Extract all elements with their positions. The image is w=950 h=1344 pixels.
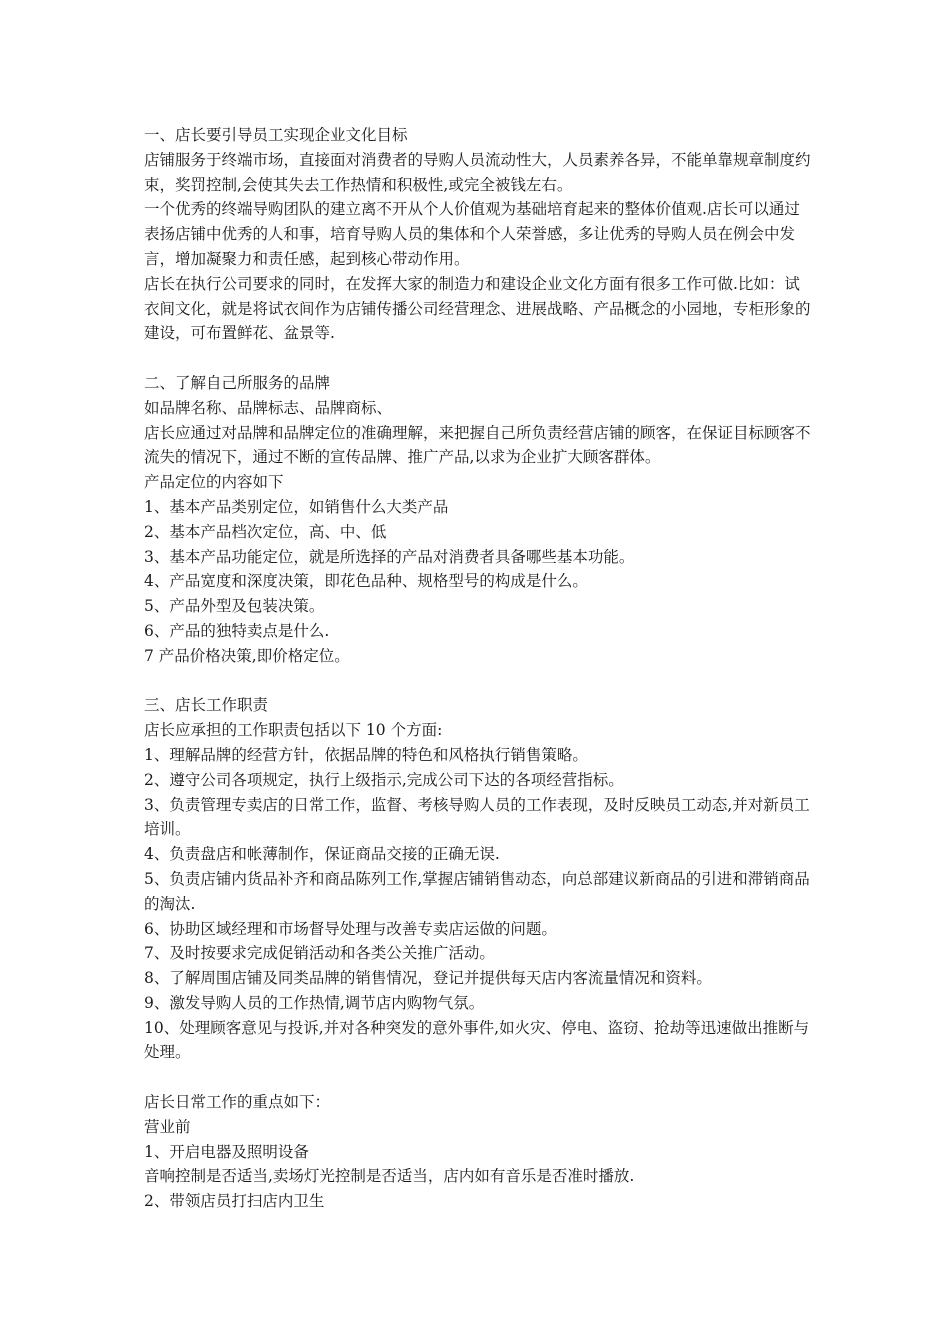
section-1-paragraph: 店铺服务于终端市场，直接面对消费者的导购人员流动性大，人员素养各异，不能单靠规章制度约束，奖罚控制,会使其失去工作热情和积极性,或完全被钱左右。 [144, 150, 811, 194]
section-2-list-item: 2、基本产品档次定位，高、中、低 [144, 522, 387, 541]
section-3-list-item: 5、负责店铺内货品补齐和商品陈列工作,掌握店铺销售动态，向总部建议新商品的引进和滞销商品的淘汰. [144, 869, 810, 913]
section-2-list-item: 1、基本产品类别定位，如销售什么大类产品 [144, 497, 449, 516]
section-2-paragraph: 产品定位的内容如下 [144, 473, 284, 492]
section-3-list-item: 3、负责管理专卖店的日常工作，监督、考核导购人员的工作表现，及时反映员工动态,并对新员工培训。 [144, 795, 810, 839]
section-3-heading: 三、店长工作职责 [144, 696, 269, 715]
section-2-list-item: 7 产品价格决策,即价格定位。 [144, 646, 350, 665]
section-2-heading: 二、了解自己所服务的品牌 [144, 373, 331, 392]
blank-line [144, 1065, 812, 1090]
section-2-list-item: 6、产品的独特卖点是什么. [144, 621, 330, 640]
section-4-line: 音响控制是否适当,卖场灯光控制是否适当，店内如有音乐是否准时播放. [144, 1167, 635, 1186]
section-3-intro: 店长应承担的工作职责包括以下 10 个方面: [144, 721, 443, 740]
section-3-list-item: 8、了解周围店铺及同类品牌的销售情况，登记并提供每天店内客流量情况和资料。 [144, 969, 712, 988]
section-1-heading: 一、店长要引导员工实现企业文化目标 [144, 126, 408, 144]
section-3-list-item: 2、遵守公司各项规定，执行上级指示,完成公司下达的各项经营指标。 [144, 770, 624, 789]
section-3-list-item: 1、理解品牌的经营方针，依据品牌的特色和风格执行销售策略。 [144, 745, 588, 764]
section-3-list-item: 4、负责盘店和帐薄制作，保证商品交接的正确无误. [144, 845, 500, 864]
blank-line [144, 346, 812, 371]
section-4-line: 1、开启电器及照明设备 [144, 1142, 309, 1161]
section-3-list-item: 10、处理顾客意见与投诉,并对各种突发的意外事件,如火灾、停电、盗窃、抢劫等迅速做出推断与处理。 [144, 1018, 810, 1062]
section-2-paragraph: 店长应通过对品牌和品牌定位的准确理解，来把握自己所负责经营店铺的顾客，在保证目标顾客不流失的情况下，通过不断的宣传品牌、推广产品,以求为企业扩大顾客群体。 [144, 423, 811, 467]
document-body [144, 123, 812, 1214]
section-1-paragraph: 店长在执行公司要求的同时，在发挥大家的制造力和建设企业文化方面有很多工作可做.比如：试衣间文化，就是将试衣间作为店铺传播公司经营理念、进展战略、产品概念的小园地，专柜形象的建设，可布置鲜花、盆景等. [144, 274, 811, 343]
section-3-list-item: 7、及时按要求完成促销活动和各类公关推广活动。 [144, 944, 495, 963]
blank-line [144, 669, 812, 694]
section-1-paragraph: 一个优秀的终端导购团队的建立离不开从个人价值观为基础培育起来的整体价值观.店长可以通过表扬店铺中优秀的人和事，培育导购人员的集体和个人荣誉感，多让优秀的导购人员在例会中发言，增加凝聚力和责任感，起到核心带动作用。 [144, 200, 800, 268]
section-2-paragraph: 如品牌名称、品牌标志、品牌商标、 [144, 398, 393, 417]
section-2-list-item: 3、基本产品功能定位，就是所选择的产品对消费者具备哪些基本功能。 [144, 547, 635, 566]
section-3-list-item: 9、激发导购人员的工作热情,调节店内购物气氛。 [144, 993, 485, 1012]
section-4-subheading: 营业前 [144, 1117, 191, 1136]
section-2-list-item: 4、产品宽度和深度决策，即花色品种、规格型号的构成是什么。 [144, 572, 588, 591]
section-4-line: 2、带领店员打扫店内卫生 [144, 1192, 325, 1211]
section-4-heading: 店长日常工作的重点如下： [144, 1093, 331, 1112]
section-3-list-item: 6、协助区域经理和市场督导处理与改善专卖店运做的问题。 [144, 919, 557, 938]
section-2-list-item: 5、产品外型及包装决策。 [144, 597, 325, 616]
